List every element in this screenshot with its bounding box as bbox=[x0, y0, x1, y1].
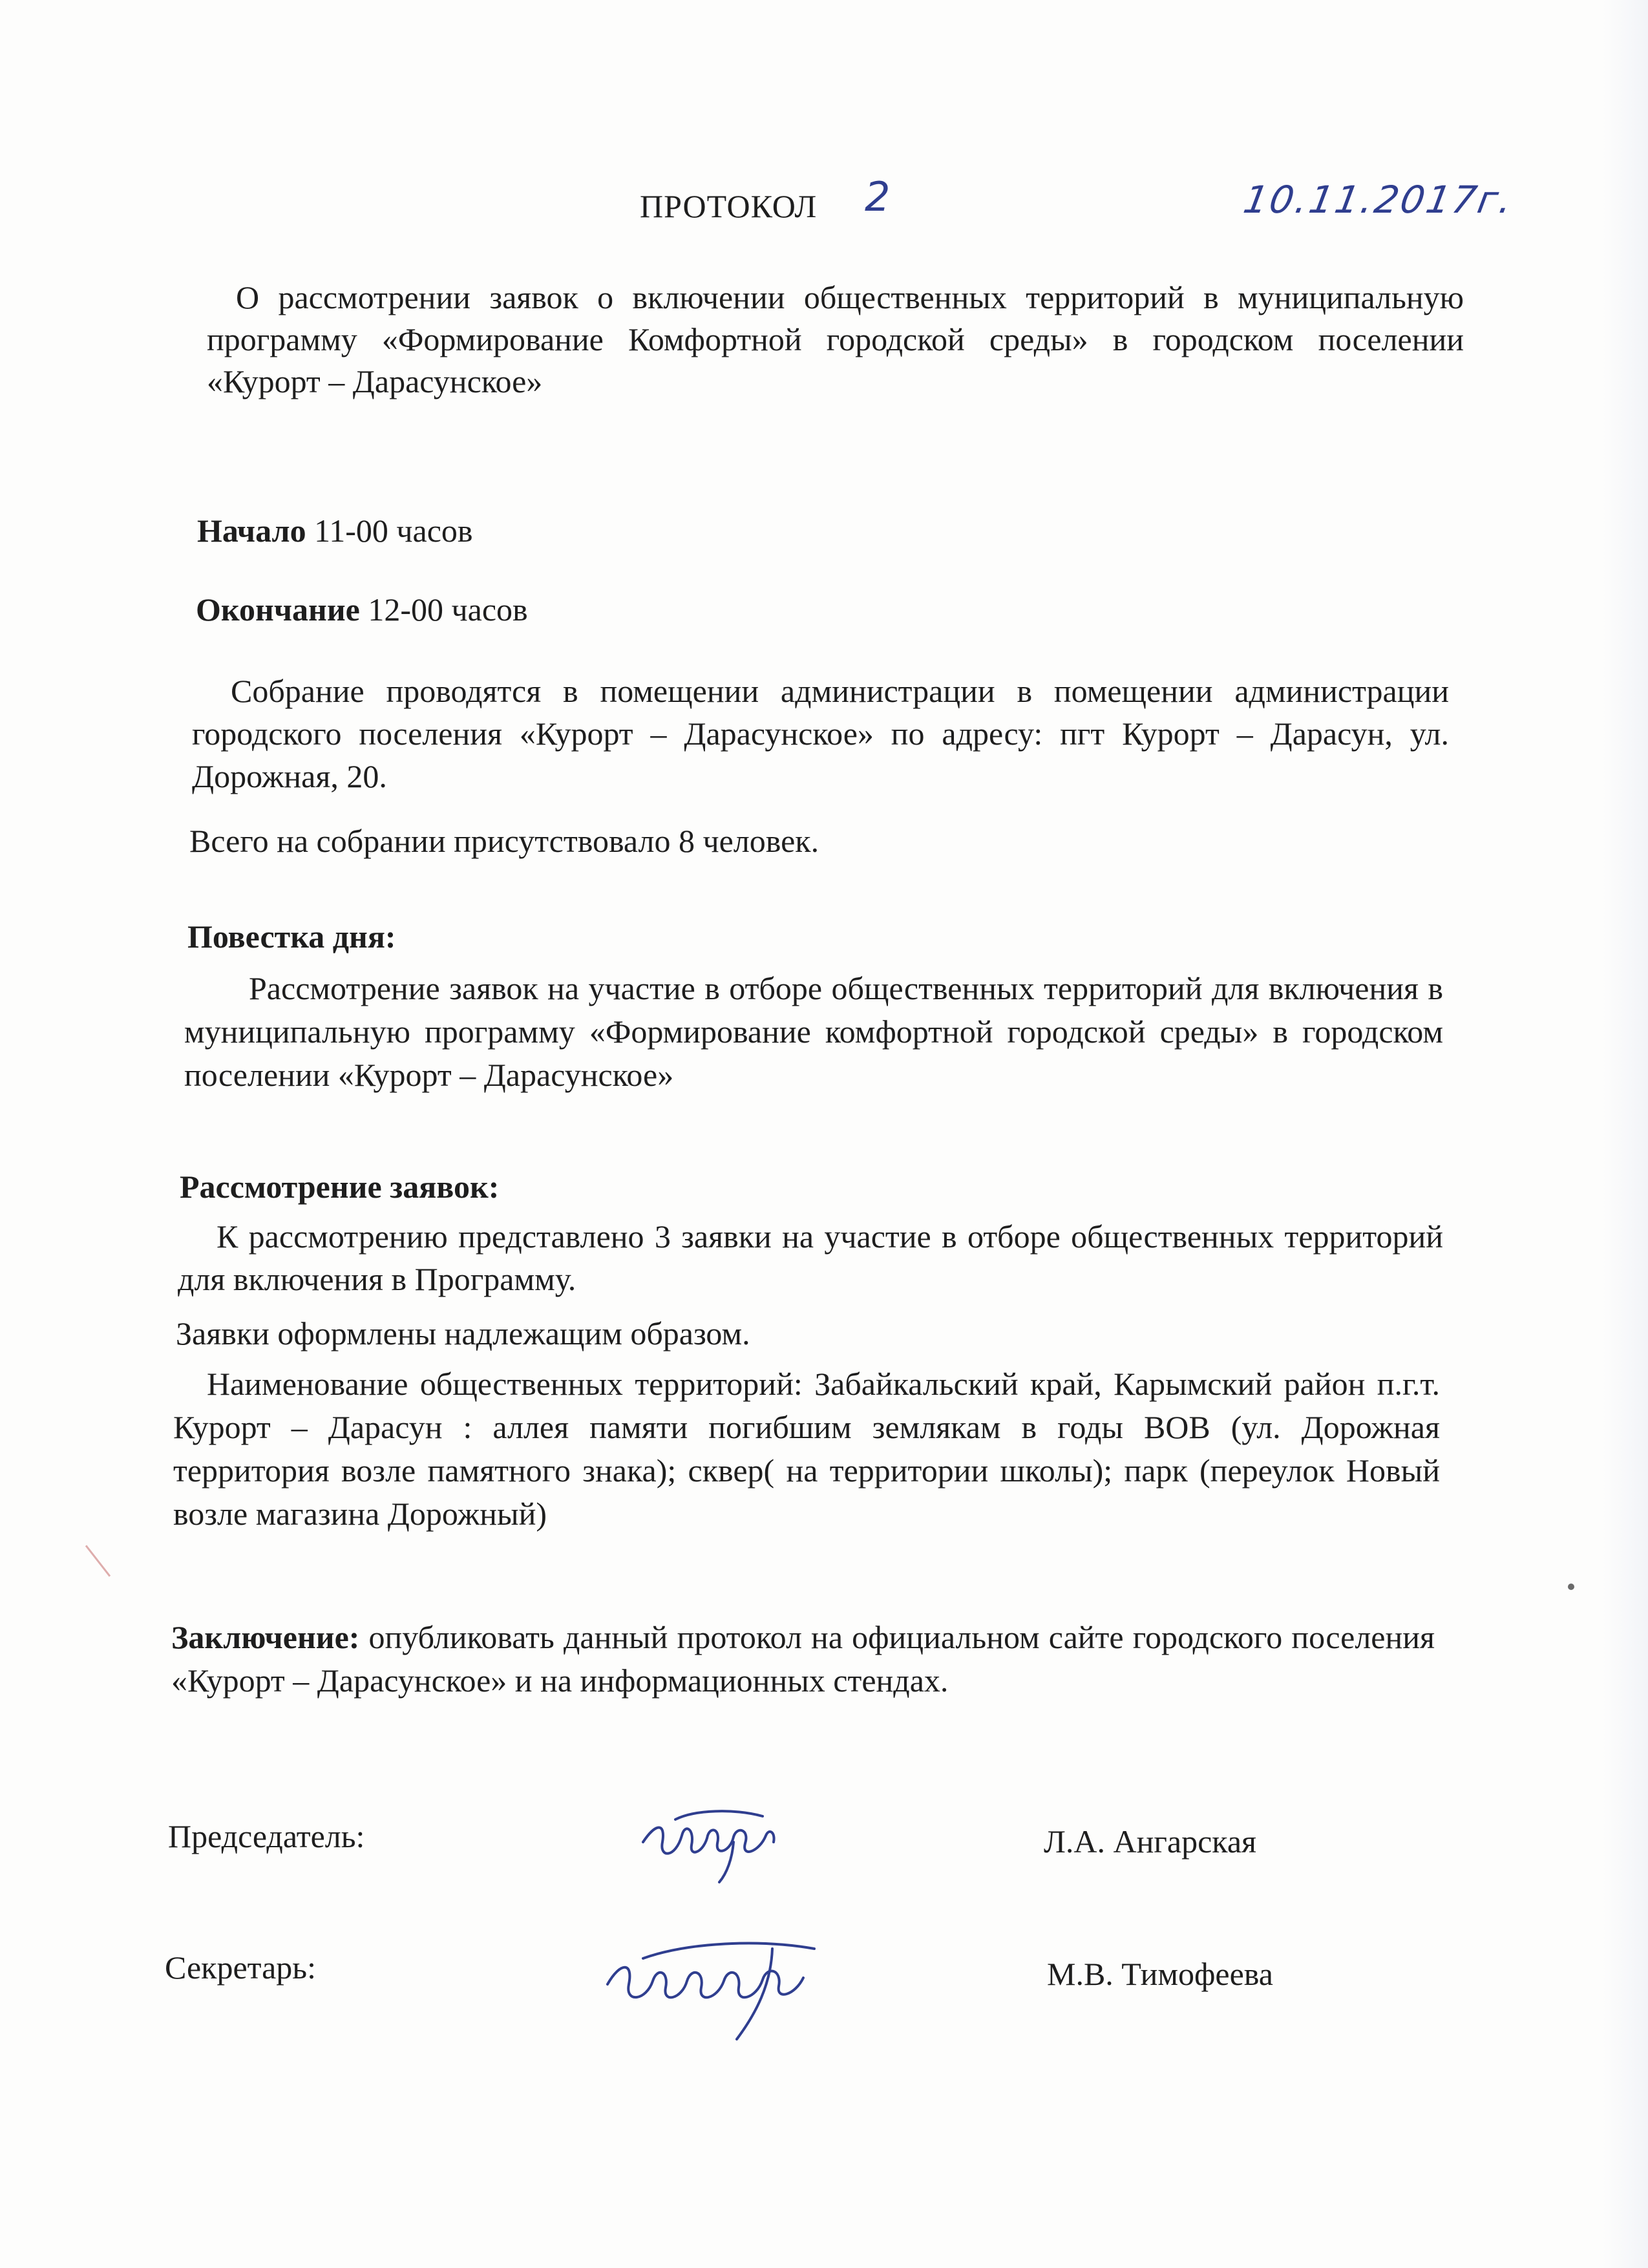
start-time-line bbox=[197, 511, 1425, 551]
start-time-label: Начало bbox=[197, 513, 306, 549]
review-heading-text: Рассмотрение заявок: bbox=[180, 1169, 500, 1205]
agenda-heading bbox=[187, 917, 1415, 957]
end-time-value: 12-00 часов bbox=[368, 591, 528, 628]
agenda-text: Рассмотрение заявок на участие в отборе общественных территорий для включения в муниципальную программу «Формирование комфортной городской среды» в городском поселении «Курорт – Дарасунское» bbox=[184, 970, 1443, 1093]
review-text-3: Наименование общественных территорий: Забайкальский край, Карымский район п.г.т. Курорт – Дарасун : аллея памяти погибшим землякам в годы ВОВ (ул. Дорожная территория возле памятного знака); сквер( на территории школы); парк (переулок Новый возле магазина Дорожный) bbox=[173, 1366, 1440, 1532]
start-time-value: 11-00 часов bbox=[314, 513, 473, 549]
scan-mark bbox=[85, 1545, 111, 1576]
scan-speck bbox=[1568, 1584, 1574, 1590]
secretary-name: М.В. Тимофеева bbox=[1047, 1956, 1273, 1992]
review-heading bbox=[180, 1167, 1408, 1207]
meeting-location-paragraph bbox=[192, 670, 1449, 798]
end-time-label: Окончание bbox=[196, 591, 360, 628]
document-subject bbox=[207, 277, 1464, 403]
document-title: ПРОТОКОЛ bbox=[640, 188, 818, 224]
chair-signature bbox=[637, 1797, 792, 1887]
handwritten-date: 10.11.2017г. bbox=[1240, 178, 1517, 222]
handwritten-protocol-number: 2 bbox=[865, 173, 891, 220]
review-paragraph-2: Заявки оформлены надлежащим образом. bbox=[176, 1315, 750, 1351]
review-paragraph-1 bbox=[178, 1215, 1443, 1300]
agenda-heading-text: Повестка дня: bbox=[187, 918, 396, 955]
conclusion-text: опубликовать данный протокол на официальном сайте городского поселения «Курорт – Дарасунское» и на информационных стендах. bbox=[171, 1619, 1435, 1699]
agenda-paragraph bbox=[184, 967, 1443, 1097]
meeting-location-text: Собрание проводятся в помещении администрации в помещении администрации городского поселения «Курорт – Дарасунское» по адресу: пгт Курорт – Дарасун, ул. Дорожная, 20. bbox=[192, 673, 1449, 794]
meeting-attendance: Всего на собрании присутствовало 8 человек. bbox=[189, 823, 819, 859]
chair-label: Председатель: bbox=[168, 1818, 365, 1854]
review-paragraph-3 bbox=[173, 1362, 1440, 1536]
chair-name: Л.А. Ангарская bbox=[1044, 1823, 1257, 1860]
conclusion-paragraph bbox=[171, 1616, 1435, 1702]
conclusion-label: Заключение: bbox=[171, 1619, 360, 1655]
secretary-label: Секретарь: bbox=[165, 1949, 316, 1986]
end-time-line bbox=[196, 589, 1424, 630]
scan-edge-shadow bbox=[1603, 0, 1648, 2268]
secretary-signature bbox=[598, 1923, 830, 2046]
subject-text: О рассмотрении заявок о включении общественных территорий в муниципальную программу «Формирование Комфортной городской среды» в городском поселении «Курорт – Дарасунское» bbox=[207, 279, 1464, 399]
review-text-1: К рассмотрению представлено 3 заявки на участие в отборе общественных территорий для включения в Программу. bbox=[178, 1218, 1443, 1297]
